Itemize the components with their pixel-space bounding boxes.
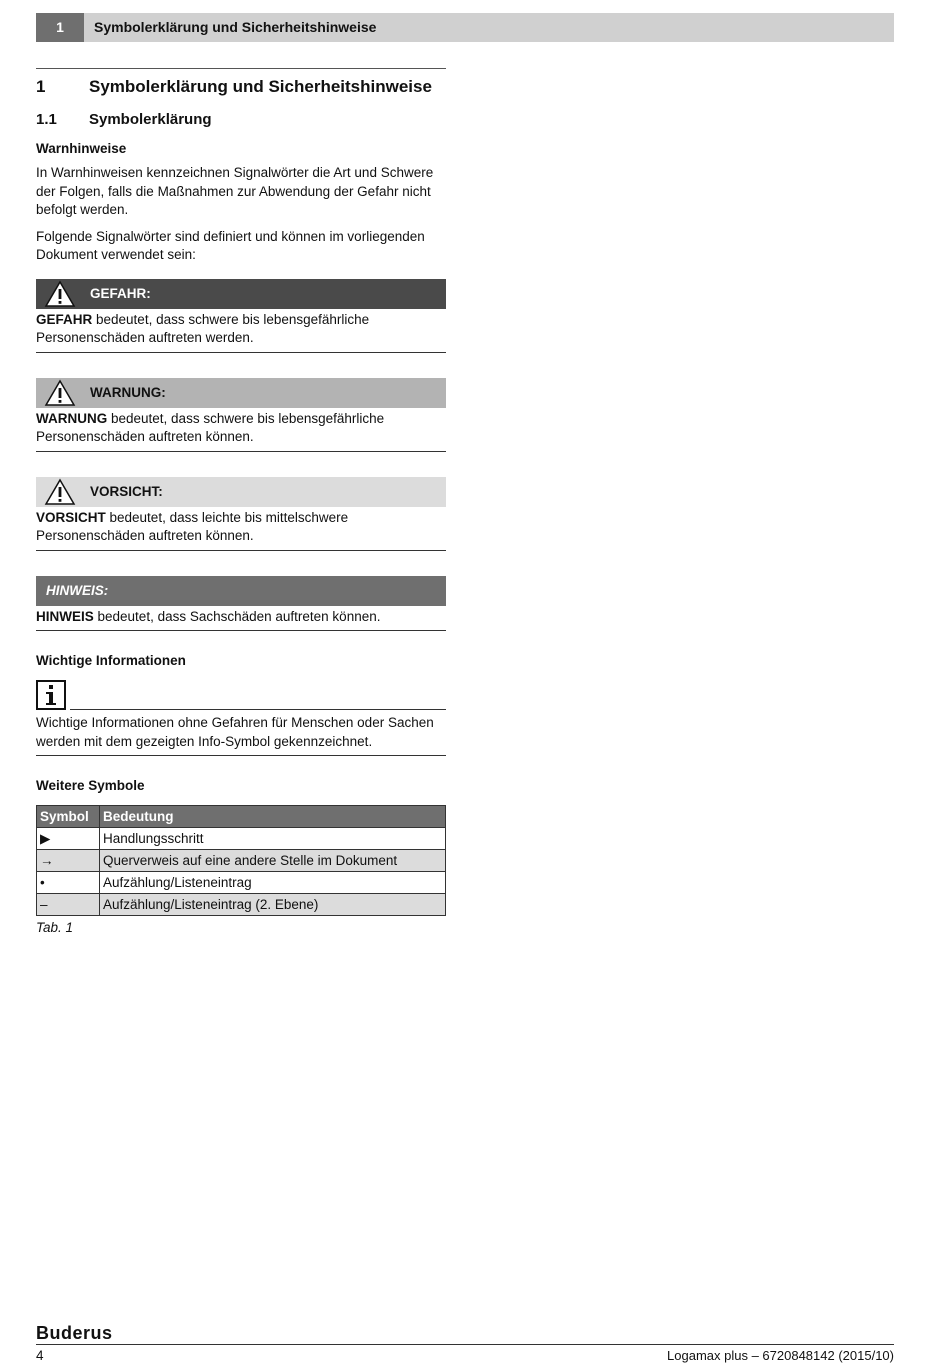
notice-danger-bar <box>36 279 446 309</box>
warning-triangle-icon <box>44 280 76 308</box>
notice-note-keyword: HINWEIS <box>36 608 94 624</box>
notice-danger <box>36 279 446 353</box>
symbol-cell: • <box>37 872 100 894</box>
table-row <box>37 828 446 850</box>
meaning-cell: Handlungsschritt <box>100 828 446 850</box>
footer-rule <box>36 1344 894 1345</box>
notice-note-body: bedeutet, dass Sachschäden auftreten können. <box>93 608 381 624</box>
column-header-symbol: Symbol <box>37 806 100 828</box>
warnings-intro-1: In Warnhinweisen kennzeichnen Signalwörter die Art und Schwere der Folgen, falls die Maßnahmen zur Abwendung der Gefahr nicht befolgt werden. <box>36 165 434 217</box>
symbols-heading: Weitere Symbole <box>36 778 145 793</box>
warning-triangle-icon <box>44 478 76 506</box>
notice-caution-label: VORSICHT: <box>90 484 163 499</box>
warnings-heading: Warnhinweise <box>36 141 127 156</box>
header-chapter-title: Symbolerklärung und Sicherheitshinweise <box>94 19 377 35</box>
info-icon <box>36 680 66 710</box>
table-row <box>37 872 446 894</box>
symbol-cell: – <box>37 894 100 916</box>
notice-caution <box>36 477 446 551</box>
notice-caution-keyword: VORSICHT <box>36 509 106 525</box>
warnings-intro-2: Folgende Signalwörter sind definiert und können im vorliegenden Dokument verwendet sein: <box>36 228 425 262</box>
notice-caution-text <box>36 509 446 551</box>
notice-warning-keyword: WARNUNG <box>36 410 108 426</box>
notice-caution-bar <box>36 477 446 507</box>
symbols-table <box>36 805 446 916</box>
notice-warning-label: WARNUNG: <box>90 385 166 400</box>
meaning-cell: Aufzählung/Listeneintrag (2. Ebene) <box>100 894 446 916</box>
important-text: Wichtige Informationen ohne Gefahren für Menschen oder Sachen werden mit dem gezeigten Info-Symbol gekennzeichnet. <box>36 714 446 756</box>
table-header-row <box>37 806 446 828</box>
main-column <box>36 68 446 935</box>
notice-warning-body: bedeutet, dass schwere bis lebensgefährliche Personenschäden auftreten können. <box>36 410 385 444</box>
subsection-number: 1.1 <box>36 111 57 128</box>
info-rule <box>70 709 446 710</box>
section-top-rule <box>36 68 446 69</box>
document-reference: Logamax plus – 6720848142 (2015/10) <box>667 1348 894 1363</box>
notice-caution-body: bedeutet, dass leichte bis mittelschwere Personenschäden auftreten können. <box>36 509 349 543</box>
notice-note-bar <box>36 576 446 606</box>
meaning-cell: Querverweis auf eine andere Stelle im Dokument <box>100 850 446 872</box>
important-heading: Wichtige Informationen <box>36 653 186 668</box>
header-chapter-number: 1 <box>36 13 84 42</box>
section-title: Symbolerklärung und Sicherheitshinweise <box>89 77 432 96</box>
notice-warning <box>36 378 446 452</box>
meaning-cell: Aufzählung/Listeneintrag <box>100 872 446 894</box>
page-number: 4 <box>36 1348 44 1363</box>
notice-danger-keyword: GEFAHR <box>36 311 93 327</box>
notice-warning-text <box>36 410 446 452</box>
column-header-meaning: Bedeutung <box>100 806 446 828</box>
info-header-row <box>36 680 446 710</box>
notice-note <box>36 576 446 632</box>
subsection-heading <box>36 111 446 128</box>
notice-danger-label: GEFAHR: <box>90 286 151 301</box>
notice-warning-bar <box>36 378 446 408</box>
table-row <box>37 850 446 872</box>
subsection-title: Symbolerklärung <box>89 111 212 128</box>
warning-triangle-icon <box>44 379 76 407</box>
notice-danger-body: bedeutet, dass schwere bis lebensgefährliche Personenschäden auftreten werden. <box>36 311 370 345</box>
section-heading <box>36 77 446 97</box>
table-caption: Tab. 1 <box>36 920 74 935</box>
notice-danger-text <box>36 311 446 353</box>
symbol-cell: → <box>37 850 100 872</box>
running-header <box>36 13 894 42</box>
section-number: 1 <box>36 77 46 96</box>
notice-note-label: HINWEIS: <box>46 583 109 598</box>
table-row <box>37 894 446 916</box>
brand-logo: Buderus <box>36 1323 113 1343</box>
notice-note-text <box>36 608 446 632</box>
symbol-cell: ▶ <box>37 828 100 850</box>
